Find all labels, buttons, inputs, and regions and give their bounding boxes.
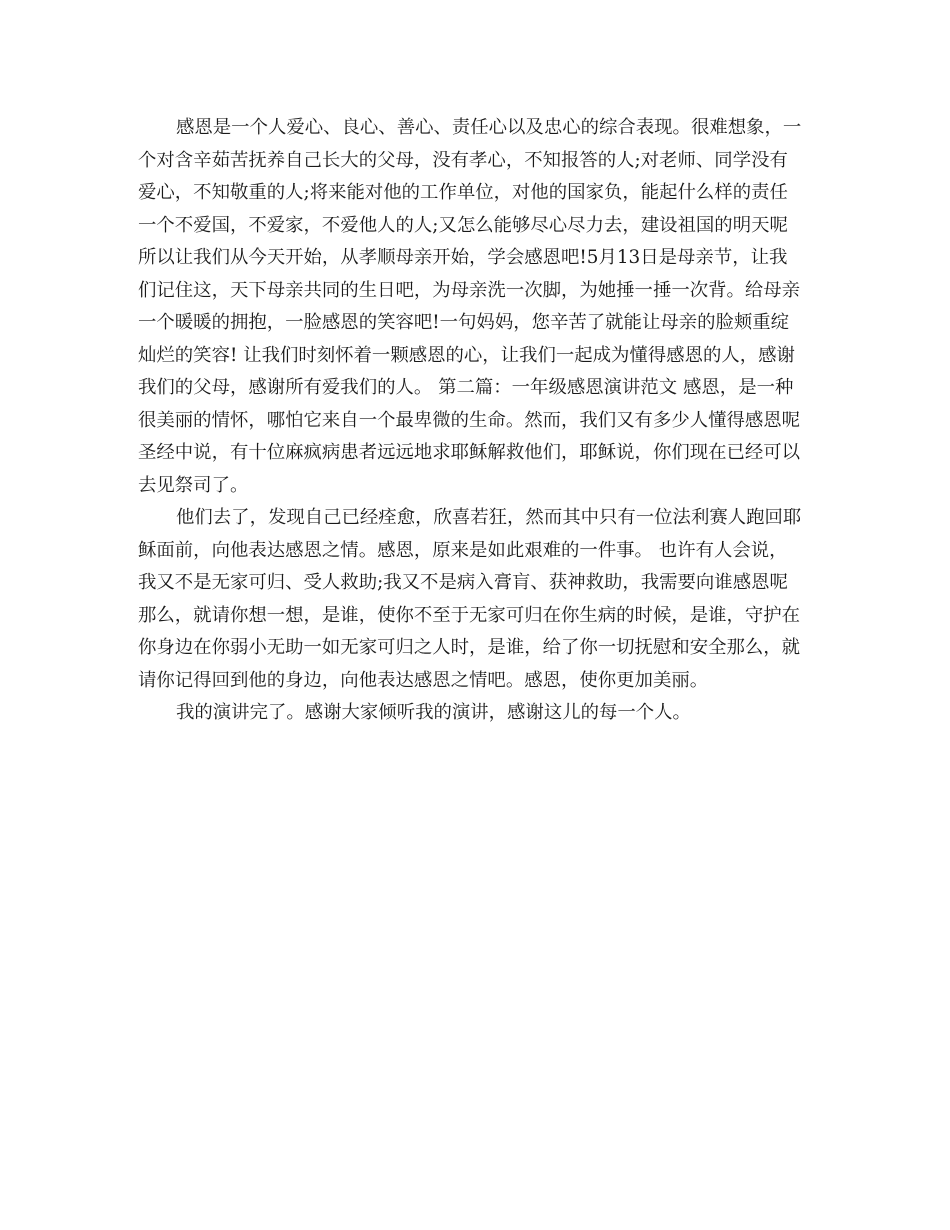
paragraph-line: 一个不爱国，不爱家，不爱他人的人;又怎么能够尽心尽力去，建设祖国的明天呢 — [138, 214, 788, 236]
paragraph-line: 我们的父母，感谢所有爱我们的人。 第二篇：一年级感恩演讲范文 感恩，是一种 — [138, 377, 794, 398]
paragraph-line: 你身边在你弱小无助一如无家可归之人时，是谁，给了你一切抚慰和安全那么，就 — [138, 637, 801, 658]
paragraph-line: 们记住这，天下母亲共同的生日吧，为母亲洗一次脚，为她捶一捶一次背。给母亲 — [138, 279, 801, 301]
paragraph-line: 他们去了，发现自己已经痊愈，欣喜若狂，然而其中只有一位法利赛人跑回耶 — [176, 507, 802, 528]
paragraph-line: 去见祭司了。 — [138, 474, 249, 496]
paragraph-line: 我又不是无家可归、受人救助;我又不是病入膏肓、获神救助，我需要向谁感恩呢 — [138, 572, 788, 593]
paragraph-line: 很美丽的情怀，哪怕它来自一个最卑微的生命。然而，我们又有多少人懂得感恩呢 — [138, 409, 801, 431]
paragraph-line: 感恩是一个人爱心、良心、善心、责任心以及忠心的综合表现。很难想象，一 — [176, 117, 802, 138]
paragraph-line: 请你记得回到他的身边，向他表达感恩之情吧。感恩，使你更加美丽。 — [138, 669, 709, 691]
paragraph-line: 稣面前，向他表达感恩之情。感恩，原来是如此艰难的一件事。 也许有人会说， — [138, 539, 788, 561]
paragraph-line: 个对含辛茹苦抚养自己长大的父母，没有孝心，不知报答的人;对老师、同学没有 — [138, 149, 788, 171]
paragraph-line: 圣经中说，有十位麻疯病患者远远地求耶稣解救他们，耶稣说，你们现在已经可以 — [138, 442, 801, 463]
paragraph-line: 一个暖暖的拥抱，一脸感恩的笑容吧!一句妈妈，您辛苦了就能让母亲的脸颊重绽 — [138, 312, 790, 333]
paragraph-line: 爱心，不知敬重的人;将来能对他的工作单位，对他的国家负，能起什么样的责任 — [138, 182, 788, 203]
document-body — [138, 112, 814, 730]
paragraph-line: 所以让我们从今天开始，从孝顺母亲开始，学会感恩吧!5月13日是母亲节，让我 — [138, 247, 788, 268]
paragraph-line: 灿烂的笑容! 让我们时刻怀着一颗感恩的心，让我们一起成为懂得感恩的人，感谢 — [138, 344, 795, 366]
paragraph-line: 那么，就请你想一想，是谁，使你不至于无家可归在你生病的时候，是谁，守护在 — [138, 604, 801, 626]
paragraph-line: 我的演讲完了。感谢大家倾听我的演讲，感谢这儿的每一个人。 — [176, 702, 691, 723]
